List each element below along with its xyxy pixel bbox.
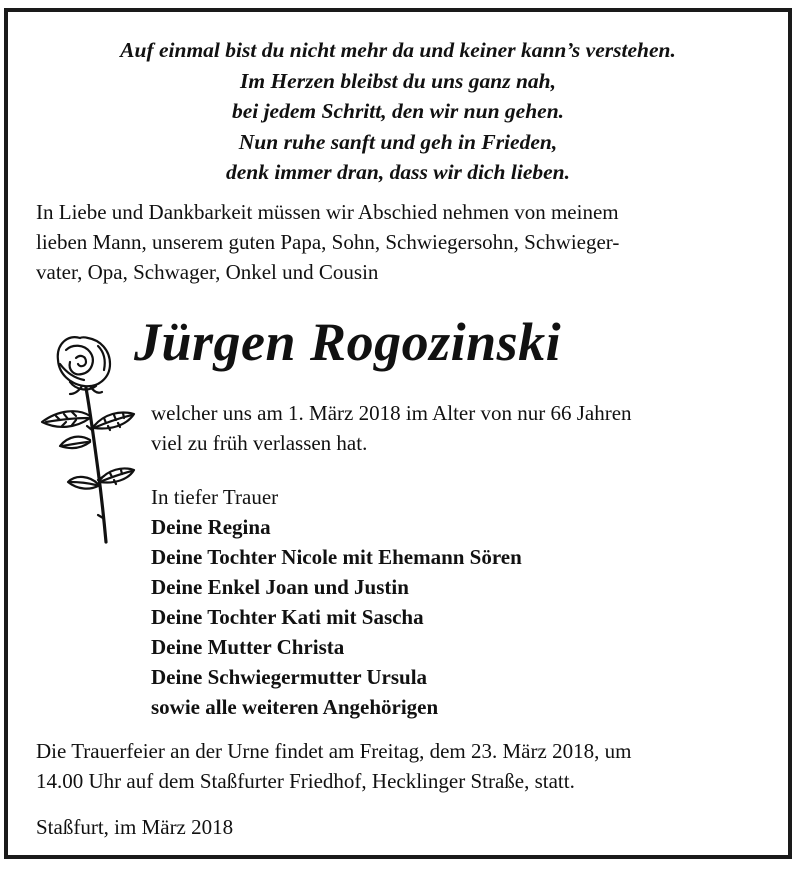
service-line: Die Trauerfeier an der Urne findet am Freitag, dem 23. März 2018, um: [36, 739, 632, 763]
mourner-name: Deine Tochter Nicole mit Ehemann Sören: [151, 545, 522, 569]
poem-line: Im Herzen bleibst du uns ganz nah,: [239, 68, 557, 93]
deceased-name: Jürgen Rogozinski: [134, 312, 562, 372]
mourner-name: Deine Mutter Christa: [151, 635, 345, 659]
mourner-name: Deine Tochter Kati mit Sascha: [151, 605, 424, 629]
intro-line: In Liebe und Dankbarkeit müssen wir Abschied nehmen von meinem: [36, 200, 619, 224]
mourning-heading: In tiefer Trauer: [151, 485, 279, 509]
mourner-name: Deine Schwiegermutter Ursula: [151, 665, 428, 689]
poem-line: Auf einmal bist du nicht mehr da und keiner kann’s verstehen.: [120, 38, 676, 62]
poem: [8, 35, 788, 188]
service-line: 14.00 Uhr auf dem Staßfurter Friedhof, Hecklinger Straße, statt.: [36, 769, 575, 793]
mourner-name: Deine Regina: [151, 515, 271, 539]
mourner-name: Deine Enkel Joan und Justin: [151, 575, 409, 599]
mourners-list: [151, 482, 791, 722]
intro-line: lieben Mann, unserem guten Papa, Sohn, Schwiegersohn, Schwieger-: [36, 230, 620, 254]
intro-line: vater, Opa, Schwager, Onkel und Cousin: [36, 260, 379, 284]
funeral-service-info: [36, 736, 786, 796]
death-notice-line: viel zu früh verlassen hat.: [151, 431, 368, 455]
poem-line: denk immer dran, dass wir dich lieben.: [225, 160, 571, 184]
intro-text: [36, 197, 776, 287]
mourner-name: sowie alle weiteren Angehörigen: [151, 695, 439, 719]
death-notice-line: welcher uns am 1. März 2018 im Alter von nur 66 Jahren: [151, 401, 632, 425]
rose-icon: [32, 330, 142, 550]
death-notice: [151, 398, 791, 458]
poem-line: bei jedem Schritt, den wir nun gehen.: [231, 99, 565, 123]
poem-line: Nun ruhe sanft und geh in Frieden,: [238, 129, 558, 154]
obituary-frame: [4, 8, 792, 859]
place-date: Staßfurt, im März 2018: [36, 815, 234, 839]
